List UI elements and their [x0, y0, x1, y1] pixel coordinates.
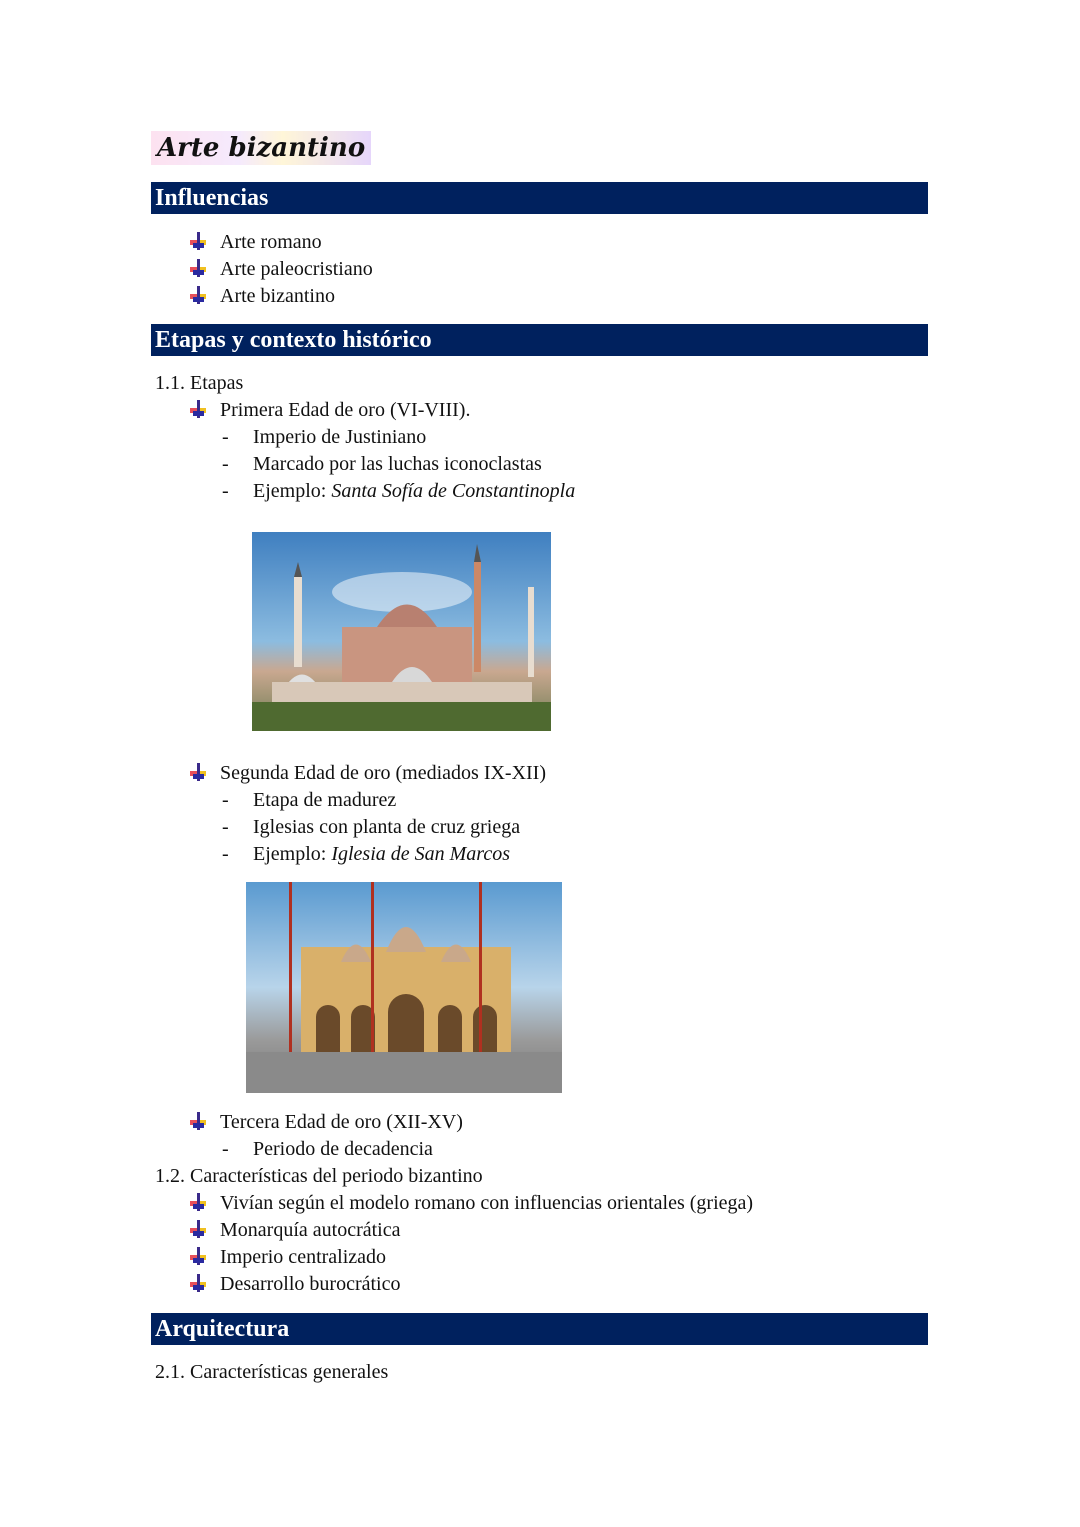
- subheading: 2.1. Características generales: [155, 1361, 389, 1383]
- example-name: Iglesia de San Marcos: [331, 843, 510, 865]
- list-item: Desarrollo burocrático: [220, 1273, 401, 1295]
- list-item: [253, 478, 575, 504]
- list-item: Arte bizantino: [220, 285, 335, 307]
- bullet-icon: [188, 1219, 208, 1239]
- subheading: 1.2. Características del periodo bizantino: [155, 1165, 483, 1187]
- list-item: Iglesias con planta de cruz griega: [253, 816, 521, 838]
- bullet-icon: [188, 762, 208, 782]
- example-prefix: Ejemplo:: [253, 480, 332, 502]
- bullet-icon: [188, 399, 208, 419]
- dash-marker: -: [222, 843, 229, 865]
- dash-marker: -: [222, 816, 229, 838]
- heading-etapas: Etapas y contexto histórico: [151, 324, 928, 356]
- list-item: [253, 841, 510, 867]
- dash-marker: -: [222, 426, 229, 448]
- dash-marker: -: [222, 789, 229, 811]
- list-item: Imperio de Justiniano: [253, 426, 427, 448]
- bullet-icon: [188, 231, 208, 251]
- list-item: Imperio centralizado: [220, 1246, 387, 1268]
- heading-arquitectura: Arquitectura: [151, 1313, 928, 1345]
- bullet-icon: [188, 1246, 208, 1266]
- santa-sofia-photo: [252, 532, 551, 731]
- dash-marker: -: [222, 1138, 229, 1160]
- bullet-icon: [188, 258, 208, 278]
- list-item: Monarquía autocrática: [220, 1219, 401, 1241]
- dash-marker: -: [222, 480, 229, 502]
- dash-marker: -: [222, 453, 229, 475]
- subheading: 1.1. Etapas: [155, 372, 244, 394]
- heading-influencias: Influencias: [151, 182, 928, 214]
- document-title: Arte bizantino: [151, 131, 371, 165]
- bullet-icon: [188, 285, 208, 305]
- example-name: Santa Sofía de Constantinopla: [331, 480, 576, 502]
- list-item: Arte romano: [220, 231, 322, 253]
- example-prefix: Ejemplo:: [253, 843, 332, 865]
- list-item: Segunda Edad de oro (mediados IX-XII): [220, 762, 547, 784]
- list-item: Tercera Edad de oro (XII-XV): [220, 1111, 463, 1133]
- list-item: Vivían según el modelo romano con influencias orientales (griega): [220, 1192, 754, 1214]
- bullet-icon: [188, 1273, 208, 1293]
- bullet-icon: [188, 1111, 208, 1131]
- san-marcos-photo: [246, 882, 562, 1093]
- list-item: Periodo de decadencia: [253, 1138, 433, 1160]
- list-item: Arte paleocristiano: [220, 258, 373, 280]
- list-item: Primera Edad de oro (VI-VIII).: [220, 399, 471, 421]
- list-item: Marcado por las luchas iconoclastas: [253, 453, 542, 475]
- bullet-icon: [188, 1192, 208, 1212]
- list-item: Etapa de madurez: [253, 789, 397, 811]
